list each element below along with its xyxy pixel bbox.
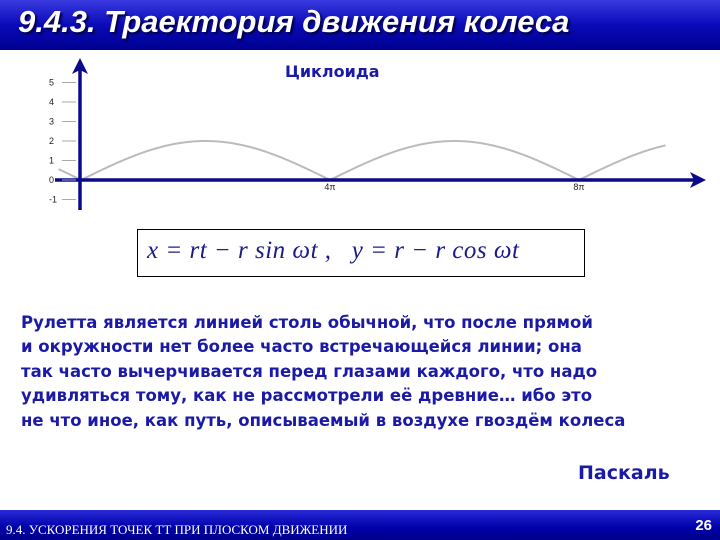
cycloid-curve (59, 141, 666, 180)
x-tick-label: 8π (573, 182, 585, 192)
y-tick-label: 2 (49, 136, 55, 146)
quote-line: и окружности нет более часто встречающейся линии; она (21, 337, 582, 357)
quote-line: удивляться тому, как не рассмотрели её древние… ибо это (21, 386, 593, 406)
slide-title: 9.4.3. Траектория движения колеса (18, 4, 570, 39)
y-tick-label: 5 (49, 77, 55, 88)
y-tick-label: 0 (49, 175, 55, 185)
section-title: 9.4. УСКОРЕНИЯ ТОЧЕК ТТ ПРИ ПЛОСКОМ ДВИЖЕНИИ (6, 522, 348, 537)
page-number: 26 (695, 517, 712, 534)
quote-author: Паскаль (578, 462, 670, 484)
formula-box (137, 229, 585, 277)
x-tick-label: 4π (324, 182, 336, 192)
y-tick-label: 3 (49, 116, 55, 127)
pascal-quote (21, 311, 711, 433)
quote-line: не что иное, как путь, описываемый в воздухе гвоздём колеса (21, 410, 626, 430)
chart-title: Циклоида (285, 62, 380, 81)
title-bar (0, 0, 720, 50)
y-tick-label: 4 (49, 97, 55, 107)
y-tick-label: 1 (49, 155, 55, 166)
y-tick-label: -1 (49, 194, 58, 205)
footer-bar (0, 510, 720, 540)
cycloid-equations: x = rt − r sin ωt , y = r − r cos ωt (147, 237, 520, 264)
quote-line: так часто вычерчивается перед глазами каждого, что надо (21, 361, 598, 381)
quote-line: Рулетта является линией столь обычной, что после прямой (21, 313, 593, 332)
